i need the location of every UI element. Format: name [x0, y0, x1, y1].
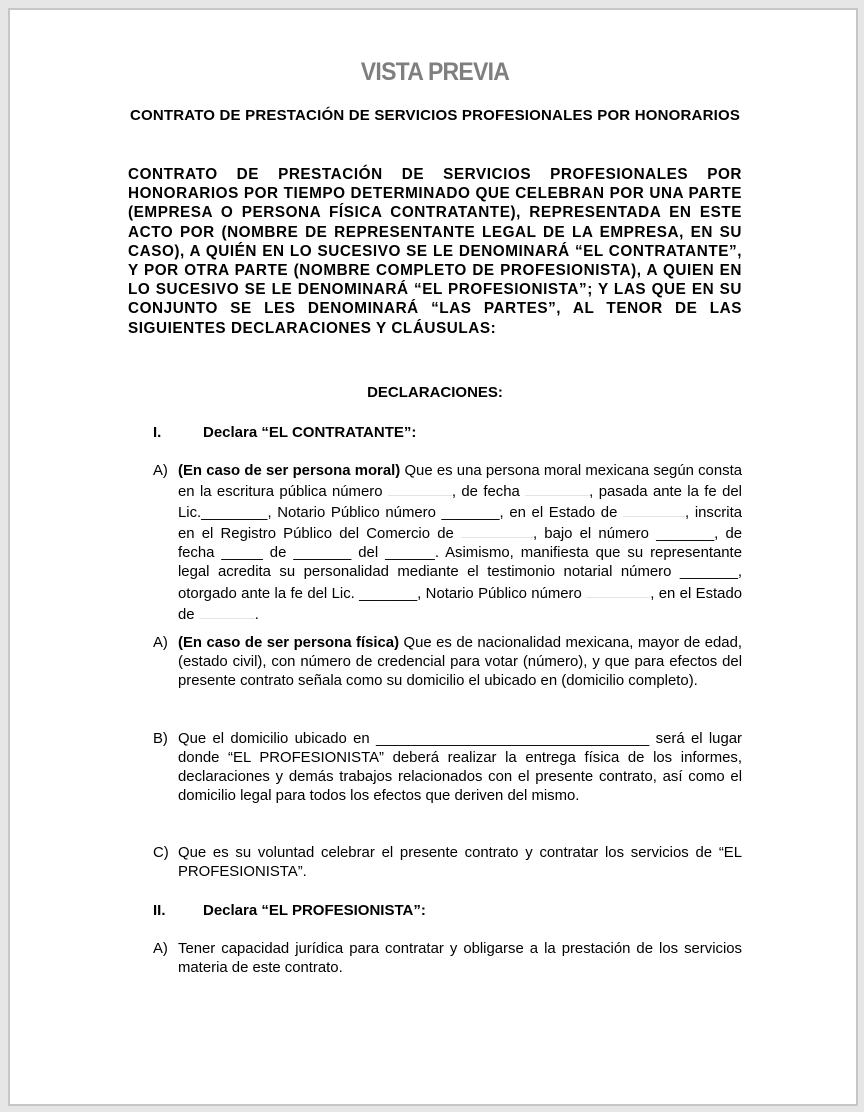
item-lead: (En caso de ser persona moral): [178, 463, 401, 479]
document-page: [8, 8, 858, 1106]
item-marker: B): [153, 731, 168, 747]
declaration-item-capacidad: [153, 940, 742, 978]
item-marker: A): [153, 941, 168, 957]
item-lead: (En caso de ser persona física): [178, 635, 400, 651]
declaration-item-voluntad: [153, 844, 742, 882]
contract-preamble: CONTRATO DE PRESTACIÓN DE SERVICIOS PROFESIONALES POR HONORARIOS POR TIEMPO DETERMINADO QUE CELEBRAN POR UNA PARTE (EMPRESA O PERSONA FÍSICA CONTRATANTE), REPRESENTADA EN ESTE ACTO POR (NOMBRE DE REPRESENTANTE LEGAL DE LA EMPRESA, EN SU CASO), A QUIÉN EN LO SUCESIVO SE LE DENOMINARÁ “EL CONTRATANTE”, Y POR OTRA PARTE (NOMBRE COMPLETO DE PROFESIONISTA), A QUIEN EN LO SUCESIVO SE LE DENOMINARÁ “EL PROFESIONISTA”; Y LAS QUE EN SU CONJUNTO SE LES DENOMINARÁ “LAS PARTES”, AL TENOR DE LAS SIGUIENTES DECLARACIONES Y CLÁUSULAS:: [128, 166, 742, 337]
section-i-heading: [153, 424, 416, 441]
declarations-heading: DECLARACIONES:: [367, 384, 503, 401]
section-ii-numeral: II.: [153, 902, 166, 919]
blank-field: [623, 502, 685, 517]
section-ii-title: Declara “EL PROFESIONISTA”:: [203, 902, 426, 919]
blank-field: [525, 481, 589, 496]
declaration-item-persona-moral: [153, 462, 742, 625]
item-marker: A): [153, 635, 168, 651]
section-ii-heading: [153, 902, 426, 919]
contract-title: CONTRATO DE PRESTACIÓN DE SERVICIOS PROFESIONALES POR HONORARIOS: [129, 107, 741, 124]
section-i-title: Declara “EL CONTRATANTE”:: [203, 424, 417, 441]
item-body: Tener capacidad jurídica para contratar y obligarse a la prestación de los servicios materia de este contrato.: [178, 941, 742, 977]
declaration-item-persona-fisica: [153, 634, 742, 691]
item-body: Que es su voluntad celebrar el presente contrato y contratar los servicios de “EL PROFESIONISTA”.: [178, 845, 742, 881]
declaration-item-domicilio: [153, 730, 742, 806]
section-i-numeral: I.: [153, 424, 162, 441]
item-body: Que el domicilio ubicado en _________________________________ será el lugar donde “EL PROFESIONISTA” deberá realizar la entrega física de los informes, declaraciones y demás trabajos relacionados con el presente contrato, así como el domicilio legal para todos los efectos que deriven del mismo.: [178, 731, 742, 805]
item-marker: C): [153, 845, 169, 861]
item-body: (En caso de ser persona física) Que es de nacionalidad mexicana, mayor de edad, (estado civil), con número de credencial para votar (número), y que para efectos del presente contrato señala como su domicilio el ubicado en (domicilio completo).: [178, 635, 742, 690]
watermark-vista-previa: VISTA PREVIA: [360, 58, 510, 86]
blank-field: [461, 523, 533, 538]
blank-field: [199, 604, 255, 619]
blank-field: [586, 583, 650, 598]
blank-field: [388, 481, 452, 496]
item-marker: A): [153, 463, 168, 479]
item-body: (En caso de ser persona moral) Que es una persona moral mexicana según consta en la escritura pública número , de fecha , pasada ante la fe del Lic.________, Notario Público número _______, en el Estado de , inscrita en el Registro Público del Comercio de , bajo el número _______, de fecha _____ de _______ del ______. Asimismo, manifiesta que su representante legal acredita su personalidad mediante el testimonio notarial número _______, otorgado ante la fe del Lic. _______, Notario Público número , en el Estado de .: [178, 463, 743, 623]
